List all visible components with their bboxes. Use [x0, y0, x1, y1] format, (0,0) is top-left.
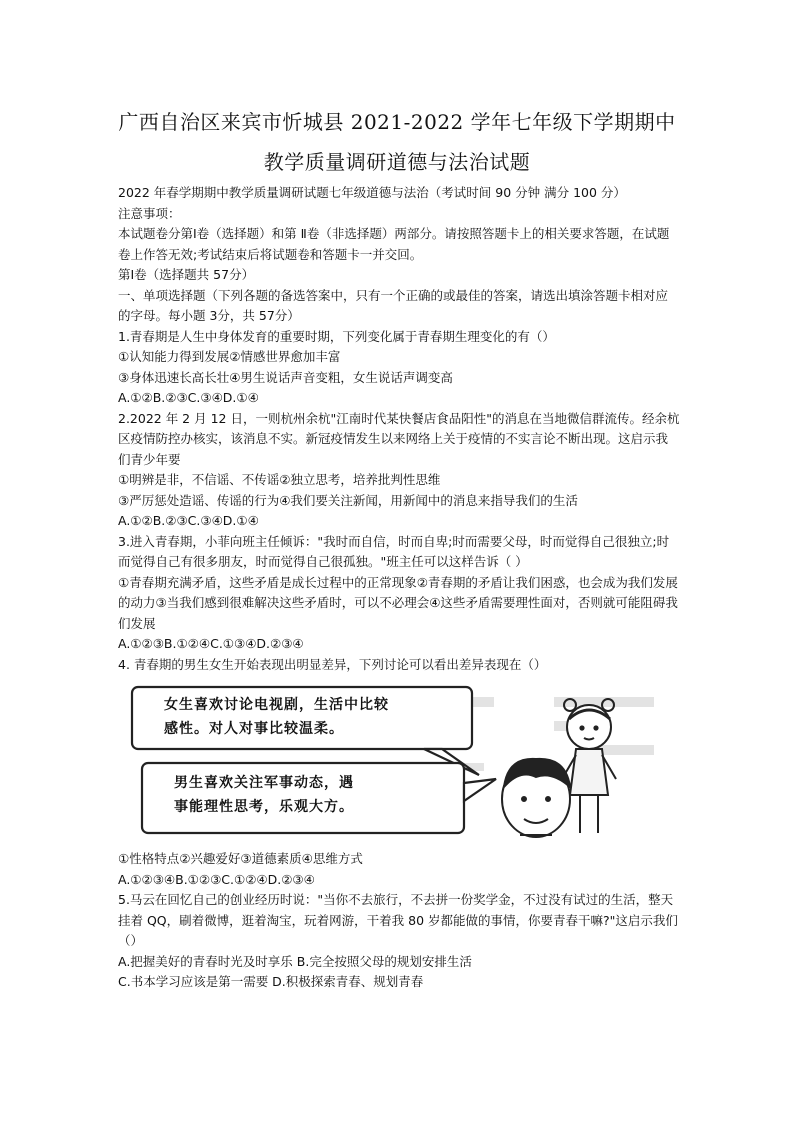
question-3-options: A.①②③B.①②④C.①③④D.②③④	[118, 636, 304, 651]
question-5-options-ab: A.把握美好的青春时光及时享乐 B.完全按照父母的规划安排生活	[118, 953, 472, 969]
exam-title-line2: 教学质量调研道德与法治试题	[263, 150, 531, 174]
part-heading: 第Ⅰ卷（选择题共 57分）	[118, 267, 255, 282]
question-2-statements-a: ①明辨是非，不信谣、不传谣②独立思考，培养批判性思维	[118, 472, 441, 487]
boy-speech-text	[174, 771, 444, 819]
question-2-options: A.①②B.②③C.③④D.①④	[118, 513, 259, 528]
question-3-stem: 3.进入青春期，小菲向班主任倾诉："我时而自信，时而自卑;时而需要父母，时而觉得自己很独立;时而觉得自己有很多朋友，时而觉得自己很孤独。"班主任可以这样告诉（ ）	[118, 533, 670, 569]
question-2-statements-b: ③严厉惩处造谣、传谣的行为④我们要关注新闻，用新闻中的消息来指导我们的生活	[118, 492, 578, 508]
question-1-statements-b: ③身体迅速长高长壮④男生说话声音变粗，女生说话声调变高	[118, 369, 453, 385]
question-1-statements-a: ①认知能力得到发展②情感世界愈加丰富	[118, 349, 341, 364]
girl-speech-text	[164, 693, 464, 741]
boy-speech-line1: 男生喜欢关注军事动态，遇	[174, 775, 354, 791]
question-2-stem: 2.2022 年 2 月 12 日，一则杭州余杭"江南时代某快餐店食品阳性"的消息在当地微信群流传。经余杭区疫情防控办核实，该消息不实。新冠疫情发生以来网络上关于疫情的不实言论不断出现。这启示我们青少年要	[118, 410, 680, 467]
girl-speech-line1: 女生喜欢讨论电视剧，生活中比较	[164, 697, 389, 713]
question-4-stem: 4. 青春期的男生女生开始表现出明显差异，下列讨论可以看出差异表现在（）	[118, 656, 547, 672]
notice-body: 本试题卷分第Ⅰ卷（选择题）和第 Ⅱ卷（非选择题）两部分。请按照答题卡上的相关要求答题，在试题卷上作答无效;考试结束后将试题卷和答题卡一并交回。	[118, 226, 670, 262]
question-4-statements: ①性格特点②兴趣爱好③道德素质④思维方式	[118, 851, 363, 866]
boy-figure	[502, 759, 570, 837]
section-instructions: 一、单项选择题（下列各题的备选答案中，只有一个正确的或最佳的答案，请选出填涂答题卡相对应的字母。每小题 3分，共 57分）	[118, 287, 669, 323]
question-5-stem: 5.马云在回忆自己的创业经历时说："当你不去旅行，不去拼一份奖学金，不过没有试过的生活，整天挂着 QQ，刷着微博，逛着淘宝，玩着网游，干着我 80 岁都能做的事情，你要青春干嘛?"这启示我们（）	[118, 892, 678, 948]
notice-title: 注意事项：	[118, 205, 181, 221]
question-1-stem: 1.青春期是人生中身体发育的重要时期，下列变化属于青春期生理变化的有（）	[118, 328, 555, 344]
question-3-statements: ①青春期充满矛盾，这些矛盾是成长过程中的正常现象②青春期的矛盾让我们困惑，也会成为我们发展的动力③当我们感到很难解决这些矛盾时，可以不必理会④这些矛盾需要理性面对，否则就可能阻碍我们发展	[118, 574, 678, 631]
question-4-illustration	[124, 683, 664, 843]
boy-speech-line2: 事能理性思考，乐观大方。	[174, 799, 354, 815]
question-5-options-cd: C.书本学习应该是第一需要 D.积极探索青春、规划青春	[118, 974, 424, 989]
exam-title-line1: 广西自治区来宾市忻城县 2021-2022 学年七年级下学期期中	[118, 110, 676, 134]
girl-speech-line2: 感性。对人对事比较温柔。	[164, 721, 344, 737]
exam-info: 2022 年春学期期中教学质量调研试题七年级道德与法治（考试时间 90 分钟 满分 100 分）	[118, 185, 626, 200]
question-4-options: A.①②③④B.①②③C.①②④D.②③④	[118, 871, 315, 887]
exam-body	[118, 183, 680, 993]
question-1-options: A.①②B.②③C.③④D.①④	[118, 390, 259, 405]
